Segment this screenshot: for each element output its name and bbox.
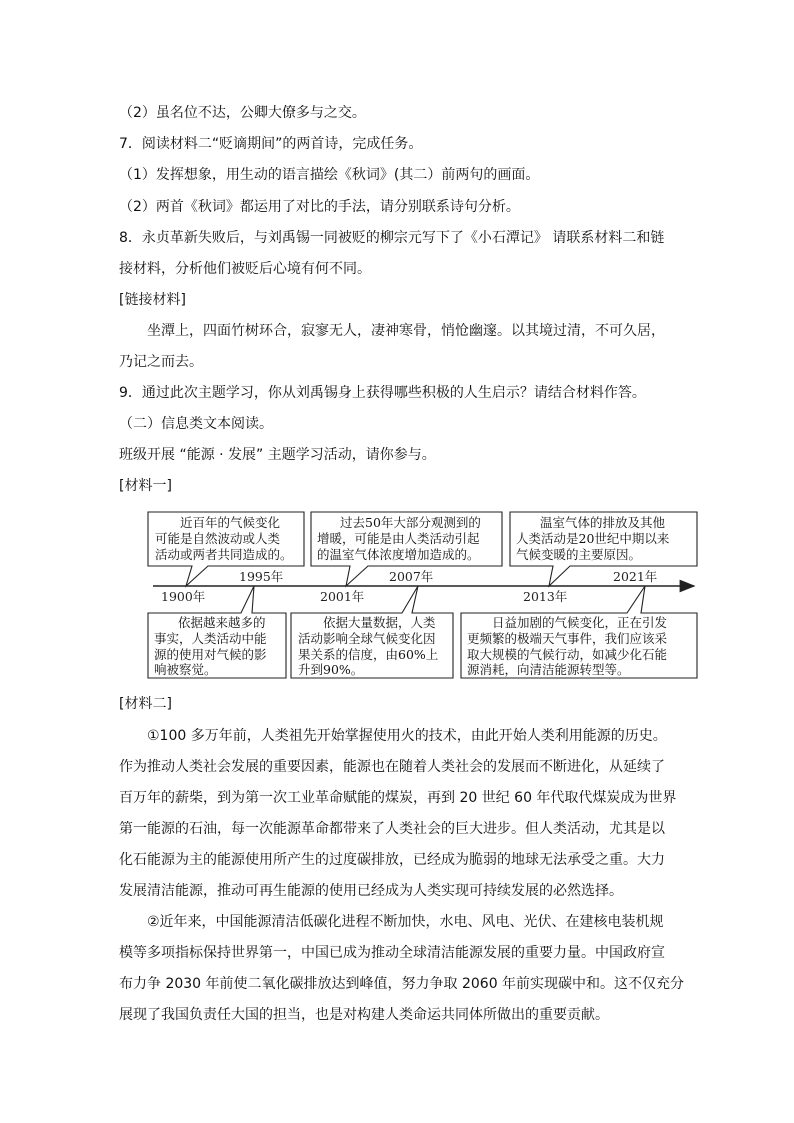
year-label-1995: 1995年 xyxy=(239,569,284,584)
q7-line: 7．阅读材料二“贬谪期间”的两首诗，完成任务。 xyxy=(119,136,423,152)
callout-bottom-3-line-3: 取大规模的气候行动，如减少化石能 xyxy=(467,647,668,662)
callout-bottom-3-line-1: 日益加剧的气候变化，正在引发 xyxy=(492,615,668,630)
callout-bottom-2-line-2: 活动影响全球气候变化因 xyxy=(298,631,436,646)
link-material-label: [链接材料] xyxy=(119,292,186,308)
para-1-line-6: 发展清洁能源，推动可再生能源的使用已经成为人类实现可持续发展的必然选择。 xyxy=(119,883,623,899)
para-2-line-3: 布力争 2030 年前使二氧化碳排放达到峰值，努力争取 2060 年前实现碳中和。这不仅充分 xyxy=(119,976,685,992)
callout-top-3-line-1: 温室气体的排放及其他 xyxy=(540,515,666,530)
callout-bottom-3-line-4: 源消耗，向清洁能源转型等。 xyxy=(467,662,630,677)
callout-top-1-line-2: 可能是自然波动或人类 xyxy=(155,531,281,546)
callout-top-1-line-3: 活动或两者共同造成的。 xyxy=(155,547,293,562)
callout-bottom-2-line-3: 果关系的信度，由60%上 xyxy=(298,647,439,662)
intro-line: 班级开展 “能源 · 发展” 主题学习活动，请你参与。 xyxy=(119,447,436,463)
year-label-2001: 2001年 xyxy=(320,589,365,604)
link-material-line-a: 坐潭上，四面竹树环合，寂寥无人，凄神寒骨，悄怆幽邃。以其境过清，不可久居， xyxy=(147,323,665,339)
para-1-line-4: 第一能源的石油，每一次能源革命都带来了人类社会的巨大进步。但人类活动，尤其是以 xyxy=(119,821,665,837)
callout-bottom-1-line-4: 响被察觉。 xyxy=(154,662,217,677)
section-2-title: （二）信息类文本阅读。 xyxy=(119,416,273,432)
year-label-2021: 2021年 xyxy=(613,569,658,584)
callout-bottom-3 xyxy=(461,586,697,678)
para-1-line-2: 作为推动人类社会发展的重要因素，能源也在随着人类社会的发展而不断进化，从延续了 xyxy=(119,759,665,775)
callout-top-2-line-3: 的温室气体浓度增加造成的。 xyxy=(317,547,480,562)
callout-top-3-line-2: 人类活动是20世纪中期以来 xyxy=(516,531,670,546)
callout-top-2-line-1: 过去50年大部分观测到的 xyxy=(340,515,481,530)
year-label-1900: 1900年 xyxy=(161,589,206,604)
callout-bottom-1-line-3: 源的使用对气候的影 xyxy=(154,647,267,662)
para-2-line-4: 展现了我国负责任大国的担当，也是对构建人类命运共同体所做出的重要贡献。 xyxy=(119,1007,609,1023)
callout-bottom-3-line-2: 更频繁的极端天气事件，我们应该采 xyxy=(467,631,668,646)
q7-2-line: （2）两首《秋词》都运用了对比的手法，请分别联系诗句分析。 xyxy=(119,199,520,215)
year-label-2007: 2007年 xyxy=(389,569,434,584)
q8-line-a: 8．永贞革新失败后，与刘禹锡一同被贬的柳宗元写下了《小石潭记》 请联系材料二和链 xyxy=(119,230,665,246)
svg-text:过去50年大部分观测到的 增暖，可能是由人类活动 xyxy=(317,515,485,562)
material-2-label: [材料二] xyxy=(119,696,172,712)
year-label-2013: 2013年 xyxy=(523,589,568,604)
callout-top-1-line-1: 近百年的气候变化 xyxy=(180,515,281,530)
callout-bottom-1-line-2: 事实，人类活动中能 xyxy=(154,631,267,646)
callout-top-3 xyxy=(510,512,697,586)
callout-bottom-1-line-1: 依据越来越多的 xyxy=(178,615,266,630)
para-2-line-1: ②近年来，中国能源清洁低碳化进程不断加快，水电、风电、光伏、在建核电装机规 xyxy=(147,914,664,930)
callout-bottom-2 xyxy=(291,586,453,678)
para-1-line-1: ①100 多万年前，人类祖先开始掌握使用火的技术，由此开始人类利用能源的历史。 xyxy=(147,728,667,744)
q8-line-b: 接材料，分析他们被贬后心境有何不同。 xyxy=(119,261,371,277)
callout-bottom-2-line-1: 依据大量数据，人类 xyxy=(323,615,436,630)
q7-1-line: （1）发挥想象，用生动的语言描绘《秋词》(其二）前两句的画面。 xyxy=(119,167,540,183)
callout-top-3-line-3: 气候变暖的主要原因。 xyxy=(516,547,642,562)
callout-top-2-line-2: 增暖，可能是由人类活动引起 xyxy=(317,531,480,546)
q6-2-line: （2）虽名位不达，公卿大僚多与之交。 xyxy=(119,105,366,121)
para-2-line-2: 模等多项指标保持世界第一，中国已成为推动全球清洁能源发展的重要力量。中国政府宣 xyxy=(119,945,665,961)
callout-bottom-2-line-4: 升到90%。 xyxy=(298,662,364,677)
para-1-line-3: 百万年的薪柴，到为第一次工业革命赋能的煤炭，再到 20 世纪 60 年代取代煤炭成为世界 xyxy=(119,790,677,806)
para-1-line-5: 化石能源为主的能源使用所产生的过度碳排放，已经成为脆弱的地球无法承受之重。大力 xyxy=(119,852,665,868)
material-1-label: [材料一] xyxy=(119,478,172,494)
q9-line: 9．通过此次主题学习，你从刘禹锡身上获得哪些积极的人生启示？请结合材料作答。 xyxy=(119,385,646,401)
link-material-line-b: 乃记之而去。 xyxy=(119,354,203,370)
